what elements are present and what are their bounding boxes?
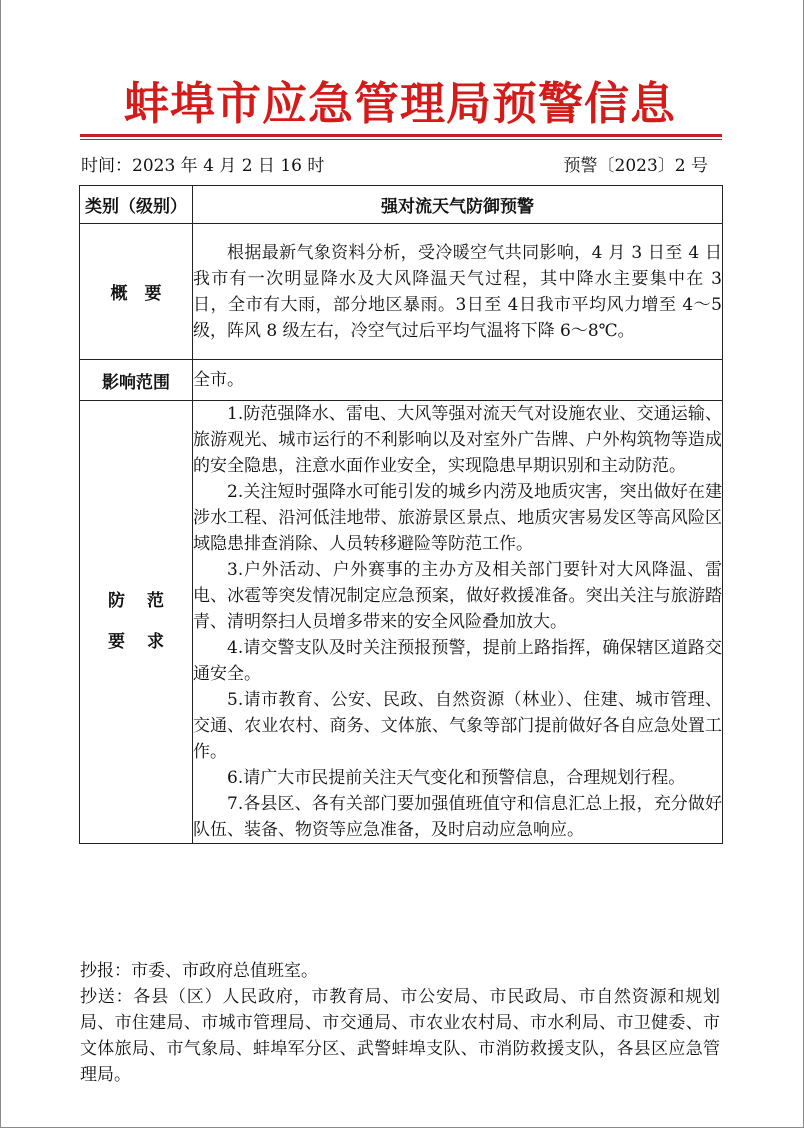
- category-label: 类别（级别）: [80, 186, 193, 224]
- issue-time: 时间：2023 年 4 月 2 日 16 时: [81, 156, 325, 176]
- measures-cell: [193, 401, 723, 844]
- category-value: 强对流天气防御预警: [193, 186, 723, 224]
- document-title: 蚌埠市应急管理局预警信息: [123, 77, 676, 130]
- measure-item-7: 7.各县区、各有关部门要加强值班值守和信息汇总上报，充分做好队伍、装备、物资等应急准备，及时启动应急响应。: [193, 794, 722, 840]
- range-row: [80, 360, 723, 401]
- report-to: 抄报：市委、市政府总值班室。: [80, 961, 318, 981]
- copy-to: 抄送：各县（区）人民政府，市教育局、市公安局、市民政局、市自然资源和规划局、市住建局、市城市管理局、市交通局、市农业农村局、市水利局、市卫健委、市文体旅局、市气象局、蚌埠军分区、武警蚌埠支队、市消防救援支队，各县区应急管理局。: [80, 987, 720, 1085]
- measures-label-line1: 防范: [108, 591, 186, 611]
- measure-item-6: 6.请广大市民提前关注天气变化和预警信息，合理规划行程。: [227, 768, 686, 788]
- title-rule-thin: [80, 139, 722, 140]
- measure-item-4: 4.请交警支队及时关注预报预警，提前上路指挥，确保辖区道路交通安全。: [193, 638, 722, 684]
- document-number: 预警〔2023〕2 号: [563, 156, 708, 176]
- measures-label: [80, 401, 193, 844]
- measures-row: [80, 401, 723, 844]
- category-row: [80, 186, 723, 224]
- summary-row: [80, 224, 723, 360]
- range-text: 全市。: [193, 360, 723, 401]
- measure-item-2: 2.关注短时强降水可能引发的城乡内涝及地质灾害，突出做好在建涉水工程、沿河低洼地带、旅游景区景点、地质灾害易发区等高风险区域隐患排查消除、人员转移避险等防范工作。: [193, 482, 722, 554]
- title-rule-thick: [80, 134, 722, 137]
- measure-item-1: 1.防范强降水、雷电、大风等强对流天气对设施农业、交通运输、旅游观光、城市运行的不利影响以及对室外广告牌、户外构筑物等造成的安全隐患，注意水面作业安全，实现隐患早期识别和主动防范。: [193, 404, 722, 476]
- measure-item-3: 3.户外活动、户外赛事的主办方及相关部门要针对大风降温、雷电、冰雹等突发情况制定应急预案，做好救援准备。突出关注与旅游踏青、清明祭扫人员增多带来的安全风险叠加放大。: [193, 560, 722, 632]
- measures-label-line2: 要求: [108, 632, 186, 652]
- summary-cell: [193, 224, 723, 360]
- warning-table: [79, 185, 723, 844]
- measures-label-stack: [80, 581, 192, 663]
- range-label: 影响范围: [80, 360, 193, 401]
- measure-item-5: 5.请市教育、公安、民政、自然资源（林业）、住建、城市管理、交通、农业农村、商务、文体旅、气象等部门提前做好各自应急处置工作。: [193, 690, 722, 762]
- summary-label: 概 要: [80, 224, 193, 360]
- summary-text: 根据最新气象资料分析，受冷暖空气共同影响，4 月 3 日至 4 日我市有一次明显降水及大风降温天气过程，其中降水主要集中在 3 日，全市有大雨，部分地区暴雨。3日至 4日我市平均风力增至 4～5 级，阵风 8 级左右，冷空气过后平均气温将下降 6～8℃。: [193, 242, 722, 341]
